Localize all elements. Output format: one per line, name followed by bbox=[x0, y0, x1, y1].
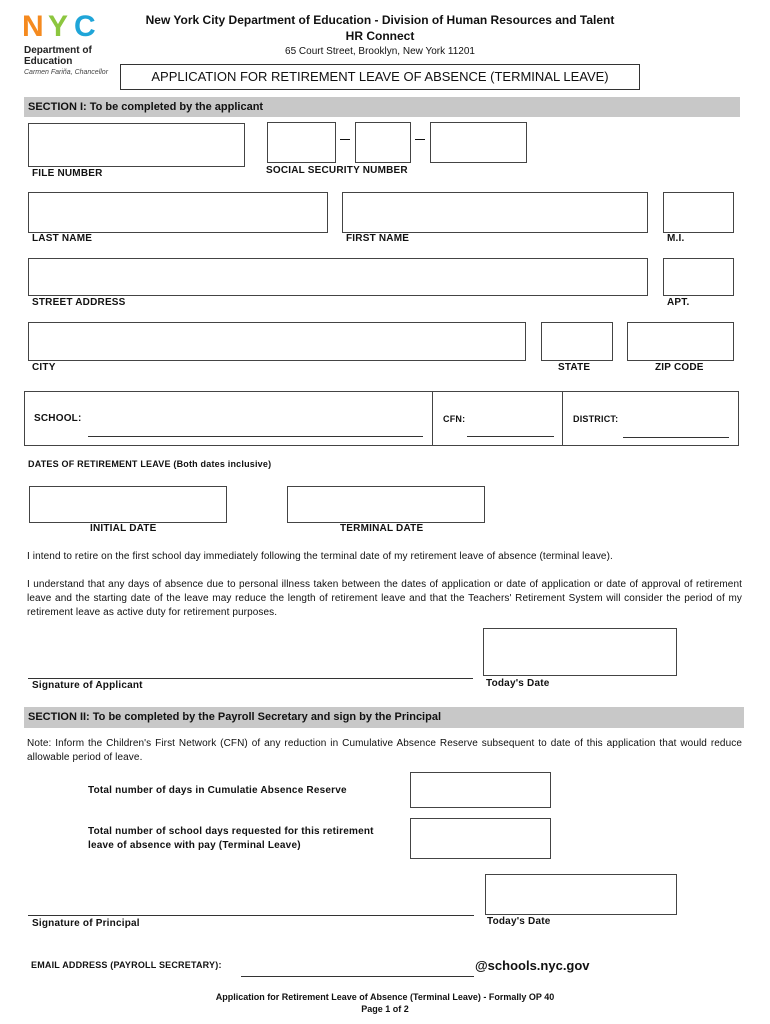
org-name: New York City Department of Education - Division of Human Resources and Talent bbox=[145, 13, 615, 27]
principal-todays-date-label: Today's Date bbox=[487, 916, 551, 927]
first-name-label: FIRST NAME bbox=[346, 233, 410, 244]
total-school-days-label-1: Total number of school days requested for this retirement bbox=[88, 826, 374, 837]
logo-chancellor: Carmen Fariña, Chancellor bbox=[24, 69, 109, 76]
street-address-label: STREET ADDRESS bbox=[32, 297, 126, 308]
zip-code-label: ZIP CODE bbox=[655, 362, 704, 373]
ssn-label: SOCIAL SECURITY NUMBER bbox=[266, 165, 408, 176]
email-domain: @schools.nyc.gov bbox=[475, 958, 590, 973]
apt-label: APT. bbox=[667, 297, 690, 308]
applicant-todays-date-label: Today's Date bbox=[486, 678, 550, 689]
school-label: SCHOOL: bbox=[34, 413, 82, 424]
section2-heading: SECTION II: To be completed by the Payroll Secretary and sign by the Principal bbox=[24, 707, 744, 728]
apt-input[interactable] bbox=[663, 258, 734, 296]
ssn-part1-input[interactable] bbox=[267, 122, 336, 163]
email-input-line[interactable] bbox=[241, 976, 474, 977]
city-input[interactable] bbox=[28, 322, 526, 361]
applicant-todays-date-input[interactable] bbox=[483, 628, 677, 676]
dates-heading: DATES OF RETIREMENT LEAVE (Both dates inclusive) bbox=[28, 459, 272, 469]
section2-note: Note: Inform the Children's First Network (CFN) of any reduction in Cumulative Absence Reserve subsequent to date of this application that would reduce allowable period of leave. bbox=[27, 738, 742, 763]
state-input[interactable] bbox=[541, 322, 613, 361]
cfn-label: CFN: bbox=[443, 414, 466, 424]
ssn-dash-1 bbox=[340, 139, 350, 140]
zip-code-input[interactable] bbox=[627, 322, 734, 361]
school-divider-1 bbox=[432, 392, 433, 445]
total-school-days-input[interactable] bbox=[410, 818, 551, 859]
file-number-input[interactable] bbox=[28, 123, 245, 167]
school-input-line[interactable] bbox=[88, 436, 423, 437]
principal-todays-date-input[interactable] bbox=[485, 874, 677, 915]
applicant-signature-line[interactable] bbox=[28, 678, 473, 679]
statement-intent: I intend to retire on the first school day immediately following the terminal date of my retirement leave of absence (terminal leave). bbox=[27, 551, 613, 562]
ssn-dash-2 bbox=[415, 139, 425, 140]
footer-form-name: Application for Retirement Leave of Absence (Terminal Leave) - Formally OP 40 bbox=[215, 992, 555, 1002]
district-label: DISTRICT: bbox=[573, 414, 619, 424]
form-title-text: APPLICATION FOR RETIREMENT LEAVE OF ABSENCE (TERMINAL LEAVE) bbox=[151, 69, 609, 84]
state-label: STATE bbox=[558, 362, 591, 373]
district-input-line[interactable] bbox=[623, 437, 729, 438]
footer-page-number: Page 1 of 2 bbox=[361, 1004, 409, 1014]
section1-heading: SECTION I: To be completed by the applicant bbox=[24, 97, 740, 117]
logo-letter-n: N bbox=[22, 10, 44, 43]
first-name-input[interactable] bbox=[342, 192, 648, 233]
logo-dept-line2: Education bbox=[24, 56, 73, 67]
logo-letter-c: C bbox=[74, 10, 96, 43]
form-title bbox=[120, 64, 640, 90]
statement-understanding: I understand that any days of absence due to personal illness taken between the dates of application or date of application or date of approval of retirement leave and the starting date of the leave may reduce the length of retirement leave and that the Teachers' Retirement System will consider the period of my retirement leave as active duty for retirement purposes. bbox=[27, 579, 742, 618]
last-name-label: LAST NAME bbox=[32, 233, 93, 244]
org-address: 65 Court Street, Brooklyn, New York 11201 bbox=[285, 46, 475, 57]
total-school-days-label-2: leave of absence with pay (Terminal Leave) bbox=[88, 840, 301, 851]
principal-signature-label: Signature of Principal bbox=[32, 918, 140, 929]
ssn-part2-input[interactable] bbox=[355, 122, 411, 163]
logo-letter-y: Y bbox=[48, 10, 69, 43]
mi-input[interactable] bbox=[663, 192, 734, 233]
total-car-label: Total number of days in Cumulatie Absence Reserve bbox=[88, 785, 347, 796]
total-car-input[interactable] bbox=[410, 772, 551, 808]
org-sub: HR Connect bbox=[345, 29, 415, 43]
terminal-date-label: TERMINAL DATE bbox=[340, 523, 424, 534]
mi-label: M.I. bbox=[667, 233, 685, 244]
principal-signature-line[interactable] bbox=[28, 915, 474, 916]
cfn-input-line[interactable] bbox=[467, 436, 554, 437]
initial-date-input[interactable] bbox=[29, 486, 227, 523]
city-label: CITY bbox=[32, 362, 56, 373]
initial-date-label: INITIAL DATE bbox=[90, 523, 157, 534]
applicant-signature-label: Signature of Applicant bbox=[32, 680, 143, 691]
terminal-date-input[interactable] bbox=[287, 486, 485, 523]
street-address-input[interactable] bbox=[28, 258, 648, 296]
email-label: EMAIL ADDRESS (PAYROLL SECRETARY): bbox=[31, 960, 222, 970]
school-divider-2 bbox=[562, 392, 563, 445]
nyc-doe-logo bbox=[22, 12, 114, 82]
ssn-part3-input[interactable] bbox=[430, 122, 527, 163]
file-number-label: FILE NUMBER bbox=[32, 168, 103, 179]
last-name-input[interactable] bbox=[28, 192, 328, 233]
logo-dept-line1: Department of bbox=[24, 45, 92, 56]
